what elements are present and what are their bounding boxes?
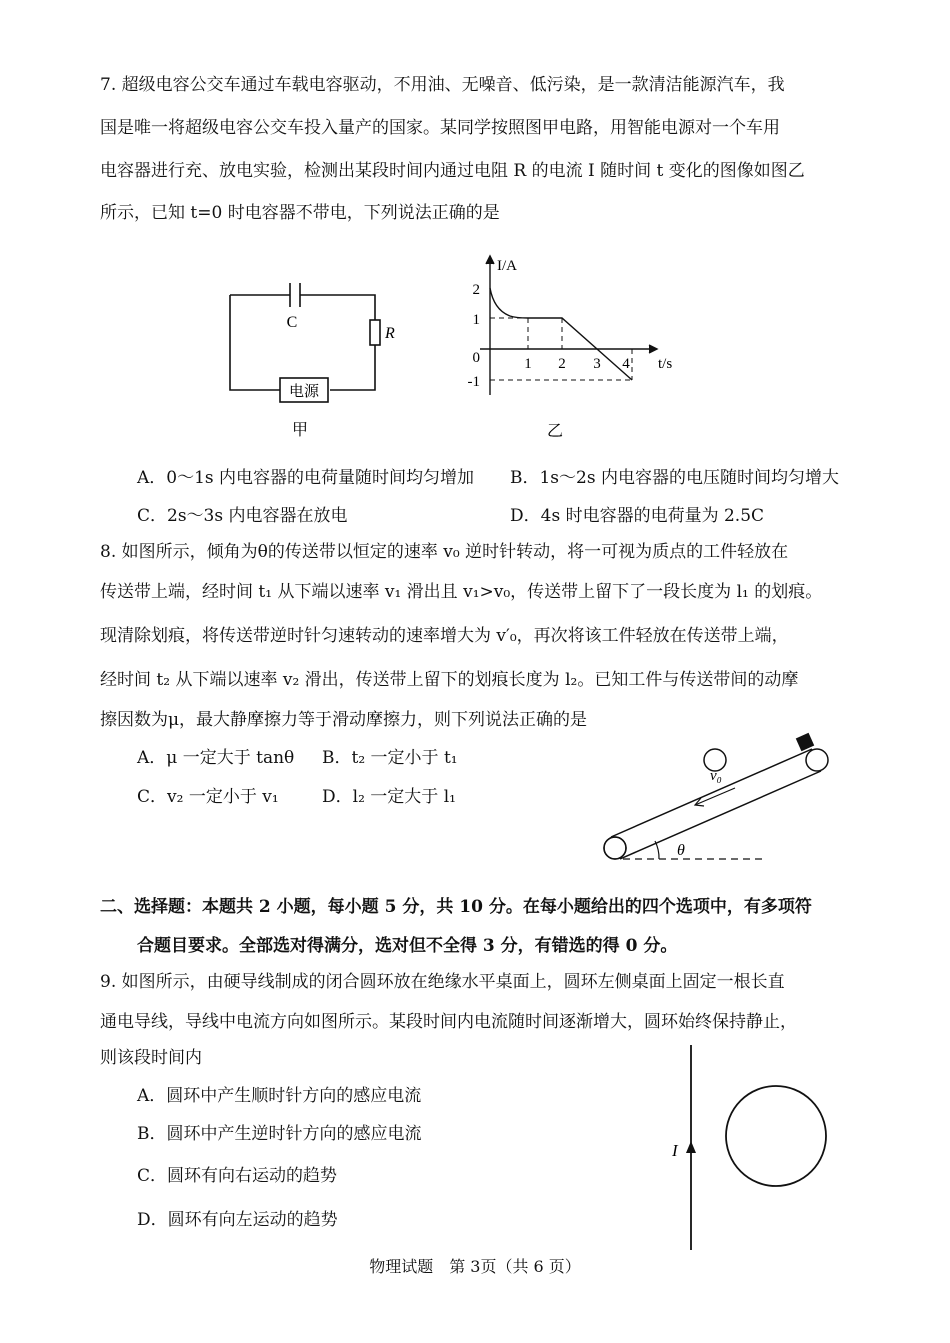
q8-line-4: 经时间 t₂ 从下端以速率 v₂ 滑出，传送带上留下的划痕长度为 l₂。已知工件与传送带间的动摩 [100,670,799,690]
q8-option-a[interactable]: A．μ 一定大于 tanθ [137,748,295,768]
section-2-heading-line-1: 二、选择题：本题共 2 小题，每小题 5 分，共 10 分。在每小题给出的四个选项中，有多项符 [100,897,812,917]
q7-line-1: 7. 超级电容公交车通过车载电容驱动，不用油、无噪音、低污染，是一款清洁能源汽车，我 [100,75,785,95]
wire-ring-diagram [660,1040,840,1255]
q7-option-d[interactable]: D．4s 时电容器的电荷量为 2.5C [510,506,765,526]
q9-line-2: 通电导线，导线中电流方向如图所示。某段时间内电流随时间逐渐增大，圆环始终保持静止， [100,1012,797,1032]
q7-option-b[interactable]: B．1s～2s 内电容器的电压随时间均匀增大 [510,468,839,488]
q7-option-a[interactable]: A．0～1s 内电容器的电荷量随时间均匀增加 [137,468,475,488]
q8-line-3: 现清除划痕，将传送带逆时针匀速转动的速率增大为 v′₀，再次将该工件轻放在传送带上端， [100,626,789,646]
q7-line-3: 电容器进行充、放电实验，检测出某段时间内通过电阻 R 的电流 I 随时间 t 变化的图像如图乙 [100,161,805,181]
graph-caption: 乙 [546,423,564,440]
section-2-heading-line-2: 合题目要求。全部选对得满分，选对但不全得 3 分，有错选的得 0 分。 [137,936,678,956]
q9-option-c[interactable]: C．圆环有向右运动的趋势 [137,1166,338,1186]
source-label: 电源 [288,384,320,400]
q9-line-3: 则该段时间内 [100,1048,202,1068]
y-tick-2: 2 [472,282,480,298]
current-time-graph [460,250,690,445]
q8-line-5: 擦因数为μ，最大静摩擦力等于滑动摩擦力，则下列说法正确的是 [100,710,588,730]
q7-line-2: 国是唯一将超级电容公交车投入量产的国家。某同学按照图甲电路，用智能电源对一个车用 [100,118,780,138]
q8-option-c[interactable]: C．v₂ 一定小于 v₁ [137,787,279,807]
q8-line-2: 传送带上端，经时间 t₁ 从下端以速率 v₁ 滑出且 v₁>v₀，传送带上留下了一段长度为 l₁ 的划痕。 [100,582,823,602]
q7-option-c[interactable]: C．2s～3s 内电容器在放电 [137,506,348,526]
circuit-caption: 甲 [291,422,309,439]
conveyor-belt-diagram [595,728,775,868]
q9-option-a[interactable]: A．圆环中产生顺时针方向的感应电流 [137,1086,422,1106]
capacitor-label: C [286,314,298,331]
current-label: I [672,1141,678,1160]
angle-label: θ [677,842,685,859]
q8-line-1: 8. 如图所示，倾角为θ的传送带以恒定的速率 v₀ 逆时针转动，将一可视为质点的工件轻放在 [100,542,789,562]
y-tick-1: 1 [472,312,480,328]
resistor-label: R [385,325,395,342]
q9-line-1: 9. 如图所示，由硬导线制成的闭合圆环放在绝缘水平桌面上，圆环左侧桌面上固定一根长直 [100,972,785,992]
circuit-diagram [220,275,395,440]
velocity-label: v₀ [710,768,722,784]
x-tick-1: 1 [524,356,532,372]
q7-line-4: 所示，已知 t=0 时电容器不带电，下列说法正确的是 [100,203,500,223]
y-tick-0: 0 [472,350,480,366]
y-tick-neg1: -1 [467,374,480,390]
q9-option-d[interactable]: D．圆环有向左运动的趋势 [137,1210,338,1230]
q9-option-b[interactable]: B．圆环中产生逆时针方向的感应电流 [137,1124,422,1144]
y-axis-label: I/A [497,258,517,274]
x-tick-4: 4 [622,356,630,372]
q8-option-b[interactable]: B．t₂ 一定小于 t₁ [322,748,458,768]
x-tick-3: 3 [593,356,601,372]
x-axis-label: t/s [658,356,673,372]
page-footer: 物理试题 第 3页（共 6 页） [369,1257,581,1276]
q8-option-d[interactable]: D．l₂ 一定大于 l₁ [322,787,456,807]
x-tick-2: 2 [558,356,566,372]
